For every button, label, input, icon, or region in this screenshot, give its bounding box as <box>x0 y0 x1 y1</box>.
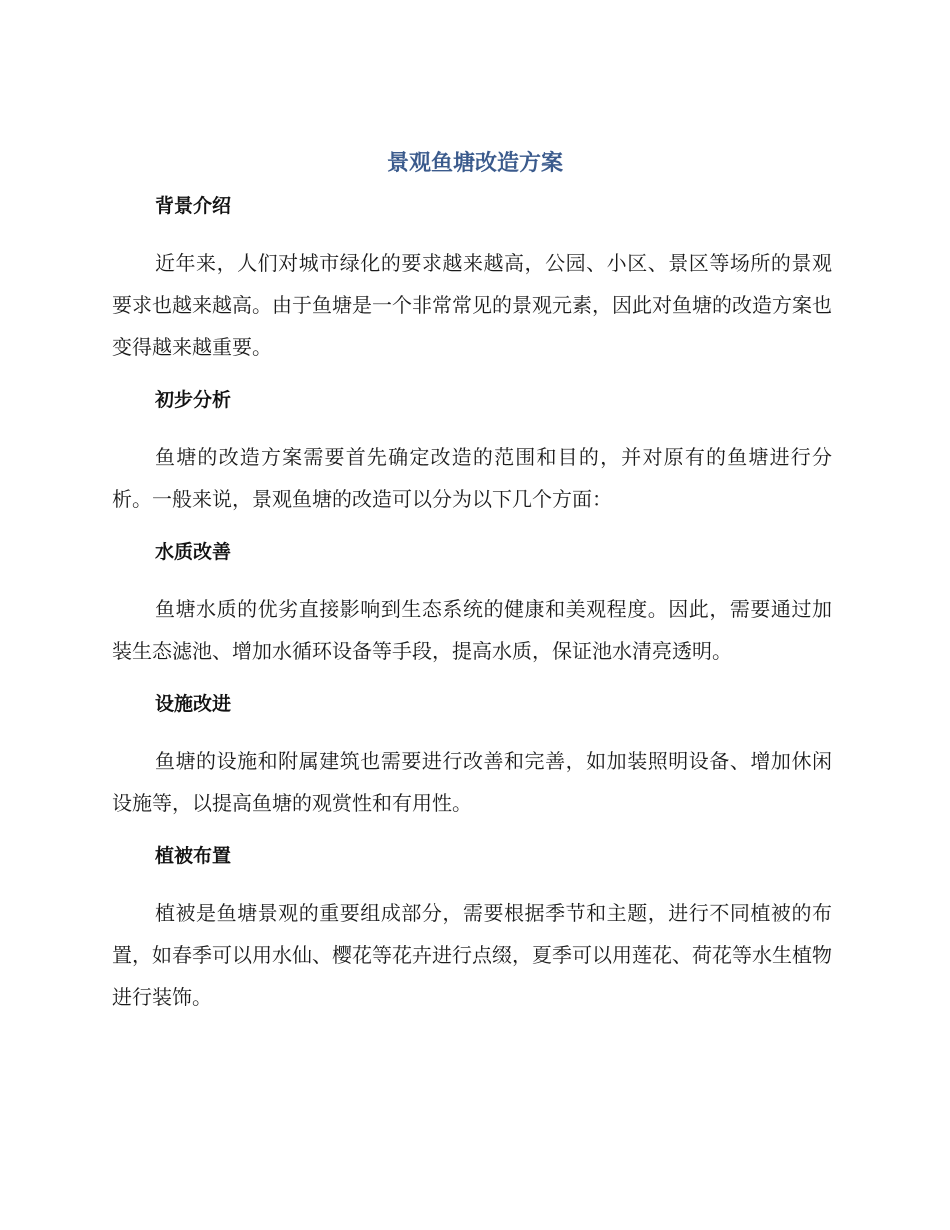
section-heading-facilities: 设施改进 <box>155 693 232 715</box>
paragraph-analysis: 鱼塘的改造方案需要首先确定改造的范围和目的，并对原有的鱼塘进行分析。一般来说，景观鱼塘的改造可以分为以下几个方面： <box>112 445 832 511</box>
section-heading-vegetation: 植被布置 <box>155 845 232 867</box>
section-heading-water-quality: 水质改善 <box>155 541 232 563</box>
section-heading-background: 背景介绍 <box>155 195 232 217</box>
document-title: 景观鱼塘改造方案 <box>386 151 563 176</box>
paragraph-vegetation: 植被是鱼塘景观的重要组成部分，需要根据季节和主题，进行不同植被的布置，如春季可以用水仙、樱花等花卉进行点缀，夏季可以用莲花、荷花等水生植物进行装饰。 <box>112 901 832 1009</box>
paragraph-background: 近年来，人们对城市绿化的要求越来越高，公园、小区、景区等场所的景观要求也越来越高。由于鱼塘是一个非常常见的景观元素，因此对鱼塘的改造方案也变得越来越重要。 <box>112 251 832 359</box>
paragraph-facilities: 鱼塘的设施和附属建筑也需要进行改善和完善，如加装照明设备、增加休闲设施等，以提高鱼塘的观赏性和有用性。 <box>112 749 832 815</box>
section-heading-analysis: 初步分析 <box>155 389 232 411</box>
paragraph-water-quality: 鱼塘水质的优劣直接影响到生态系统的健康和美观程度。因此，需要通过加装生态滤池、增加水循环设备等手段，提高水质，保证池水清亮透明。 <box>112 597 832 663</box>
